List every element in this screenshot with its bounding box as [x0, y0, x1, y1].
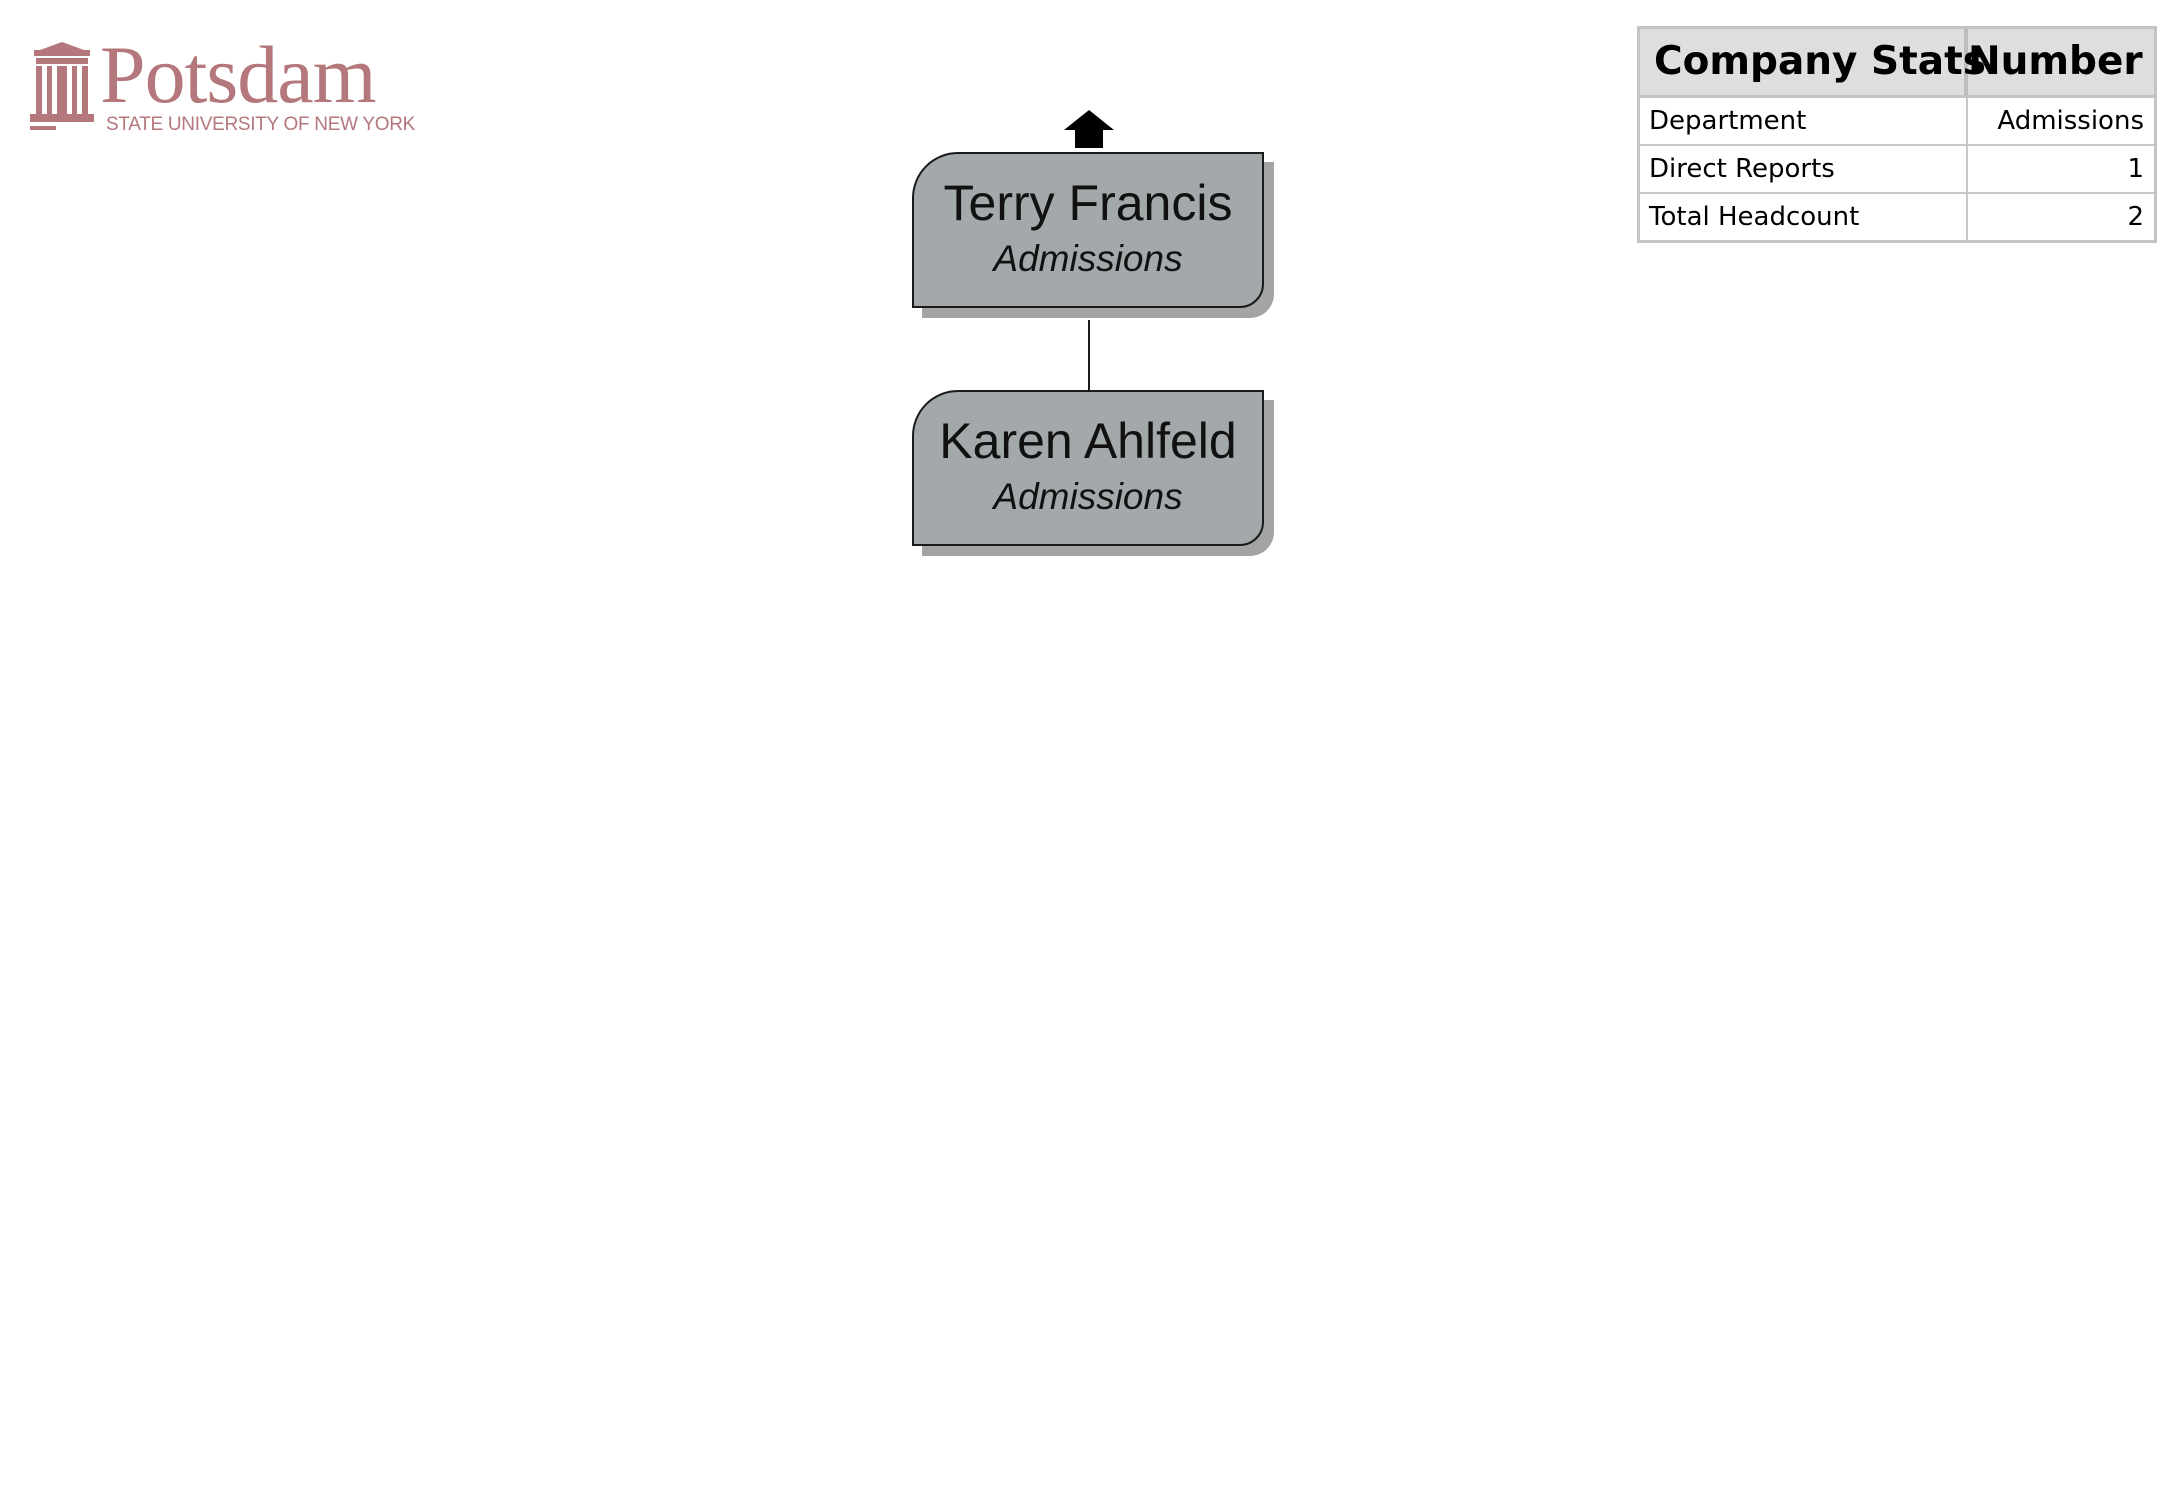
org-node-karen-ahlfeld[interactable] — [912, 390, 1264, 546]
header-number: Number — [1968, 39, 2143, 84]
table-row — [1640, 192, 2154, 240]
node-box[interactable] — [912, 152, 1264, 308]
table-row — [1640, 98, 2154, 144]
logo-subtitle: STATE UNIVERSITY OF NEW YORK — [106, 114, 416, 135]
node-department: Admissions — [993, 238, 1183, 279]
up-arrow-icon[interactable] — [1064, 110, 1114, 148]
row-value: Admissions — [1997, 106, 2144, 136]
potsdam-logo — [30, 29, 416, 142]
row-label: Department — [1640, 98, 1968, 144]
building-icon — [30, 42, 94, 134]
node-name: Karen Ahlfeld — [939, 413, 1237, 469]
node-name: Terry Francis — [943, 175, 1233, 231]
table-body — [1640, 98, 2154, 240]
reporting-line — [1088, 320, 1090, 390]
table-row — [1640, 144, 2154, 192]
node-department: Admissions — [993, 476, 1183, 517]
row-value: 1 — [2127, 154, 2144, 184]
row-label: Total Headcount — [1640, 194, 1968, 240]
org-node-terry-francis[interactable] — [912, 152, 1264, 308]
table-header-row — [1640, 29, 2154, 98]
company-stats-table — [1637, 26, 2157, 243]
node-box[interactable] — [912, 390, 1264, 546]
header-company-stats: Company Stats — [1640, 29, 1968, 95]
logo-wordmark: Potsdam — [100, 29, 376, 120]
row-label: Direct Reports — [1640, 146, 1968, 192]
row-value: 2 — [2127, 202, 2144, 232]
